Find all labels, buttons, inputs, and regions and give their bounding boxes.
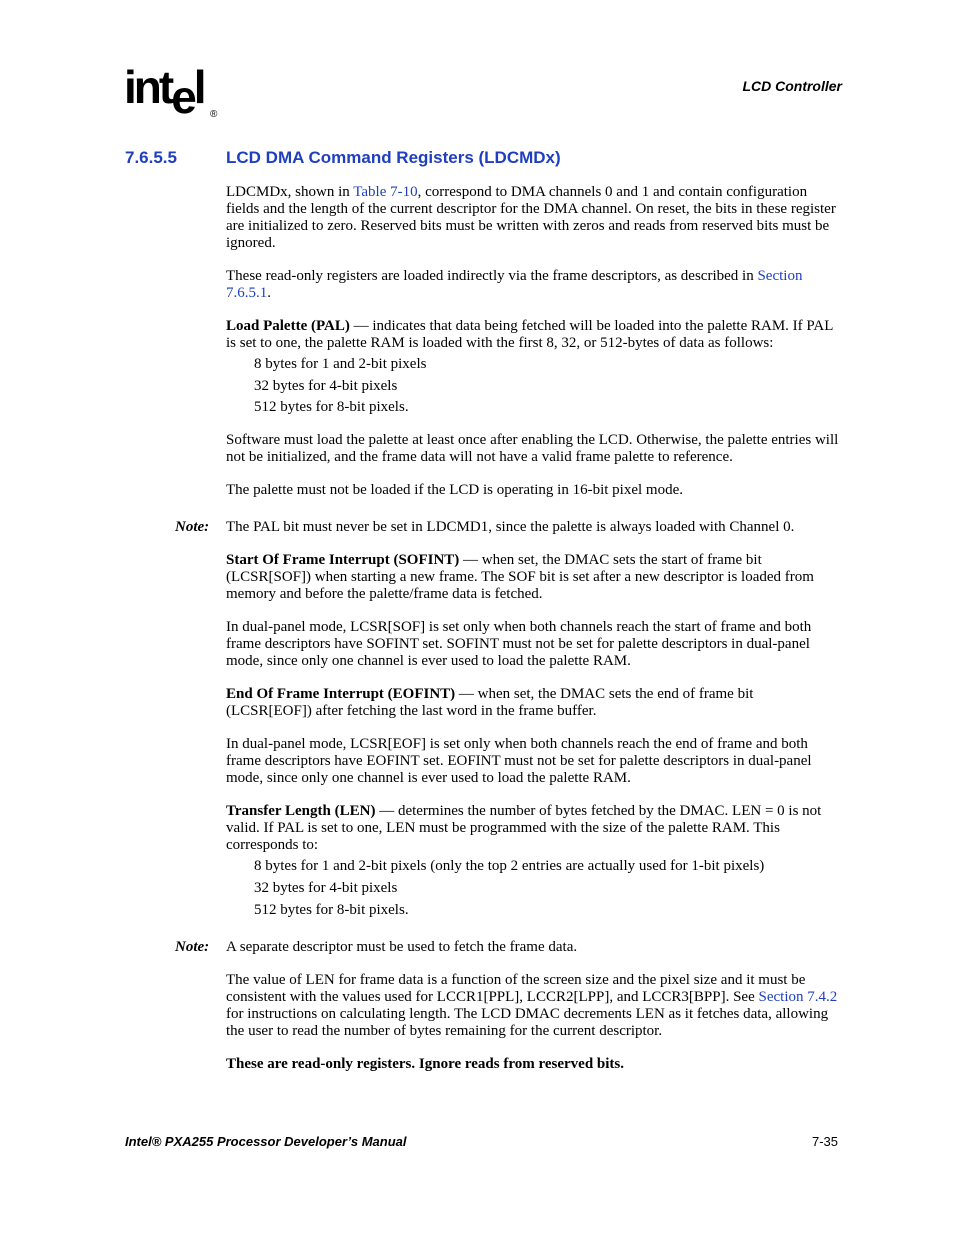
text-run: — when set, the DMAC sets the start of frame bit (LCSR[SOF]) when starting a new frame. The SOF bit is set after a new descriptor is loaded from memory and before the palette/frame data is fetched. bbox=[226, 552, 814, 603]
eofint-term: End Of Frame Interrupt (EOFINT) bbox=[226, 686, 456, 703]
eofint-paragraph bbox=[226, 686, 842, 720]
eofint-dual-paragraph: In dual-panel mode, LCSR[EOF] is set only when both channels reach the end of frame and both frame descriptors have EOFINT set. EOFINT must not be set for palette descriptors in dual-panel mode, since only one channel is ever used to load the palette RAM. bbox=[226, 736, 812, 787]
pal-list bbox=[254, 356, 842, 416]
16bit-paragraph: The palette must not be loaded if the LCD is operating in 16-bit pixel mode. bbox=[226, 482, 683, 499]
list-item: 32 bytes for 4-bit pixels bbox=[254, 377, 398, 394]
note-1 bbox=[175, 519, 842, 536]
text-run: for instructions on calculating length. The LCD DMAC decrements LEN as it fetches data, allowing the user to read the number of bytes remaining for the current descriptor. bbox=[226, 1005, 829, 1039]
list-item: 8 bytes for 1 and 2-bit pixels bbox=[254, 356, 427, 372]
final-statement bbox=[226, 1056, 842, 1073]
section-link[interactable]: Section 7.4.2 bbox=[758, 988, 838, 1005]
text-run: — indicates that data being fetched will be loaded into the palette RAM. If PAL is set to one, the palette RAM is loaded with the first 8, 32, or 512-bytes of data as follows: bbox=[226, 318, 833, 351]
table-link[interactable]: Table 7-10 bbox=[353, 184, 418, 200]
text-run: The PAL bit must never be set in LDCMD1, since the palette is always loaded with Channel 0. bbox=[226, 519, 795, 536]
len-list bbox=[254, 858, 842, 918]
readonly-paragraph bbox=[226, 268, 842, 302]
sofint-paragraph bbox=[226, 552, 842, 603]
text-run: LDCMDx, shown in bbox=[226, 184, 354, 200]
pal-paragraph bbox=[226, 318, 842, 352]
list-item: 512 bytes for 8-bit pixels. bbox=[254, 901, 409, 918]
text-run: The value of LEN for frame data is a function of the screen size and the pixel size and it must be consistent with the values used for LCCR1[PPL], LCCR2[LPP], and LCCR3[BPP]. See bbox=[226, 971, 806, 1005]
section-link[interactable]: Section 7.6.5.1 bbox=[226, 268, 803, 301]
len-paragraph bbox=[226, 803, 842, 854]
footer-manual-title: Intel® PXA255 Processor Developer’s Manual bbox=[125, 1134, 407, 1149]
running-head: LCD Controller bbox=[742, 78, 842, 94]
list-item: 8 bytes for 1 and 2-bit pixels (only the top 2 entries are actually used for 1-bit pixels) bbox=[254, 858, 765, 875]
intro-paragraph bbox=[226, 184, 842, 252]
logo-dropped-e: e bbox=[171, 71, 194, 123]
section-title: LCD DMA Command Registers (LDCMDx) bbox=[226, 148, 561, 167]
logo-int: int bbox=[124, 61, 172, 113]
footer-page-number: 7-35 bbox=[811, 1134, 838, 1149]
body-text bbox=[175, 184, 842, 1089]
logo-l: l bbox=[193, 61, 204, 113]
note-2 bbox=[175, 938, 842, 956]
sofint-dual-paragraph: In dual-panel mode, LCSR[SOF] is set only when both channels reach the start of frame and both frame descriptors have SOFINT set. SOFINT must not be set for palette descriptors in dual-panel mode, since only one channel is ever used to load the palette RAM. bbox=[226, 619, 812, 670]
len-term: Transfer Length (LEN) bbox=[226, 803, 376, 820]
software-paragraph: Software must load the palette at least once after enabling the LCD. Otherwise, the palette entries will not be initialized, and the frame data will not have a valid frame palette to reference. bbox=[226, 432, 839, 466]
text-run: — determines the number of bytes fetched by the DMAC. LEN = 0 is not valid. If PAL is set to one, LEN must be programmed with the size of the palette RAM. This corresponds to: bbox=[226, 803, 822, 854]
len-value-paragraph bbox=[226, 972, 842, 1040]
final-bold-text: These are read-only registers. Ignore reads from reserved bits. bbox=[226, 1055, 624, 1072]
intel-logo bbox=[124, 61, 218, 123]
text-run: — when set, the DMAC sets the end of frame bit (LCSR[EOF]) after fetching the last word in the frame buffer. bbox=[226, 686, 754, 720]
note-label: Note: bbox=[175, 519, 210, 536]
logo-registered-mark: ® bbox=[210, 109, 218, 120]
note-label: Note: bbox=[175, 938, 210, 955]
text-run: , correspond to DMA channels 0 and 1 and contain configuration fields and the length of the current descriptor for the DMA channel. On reset, the bits in these register are initialized to zero. Reserved bits must be written with zeros and reads from reserved bits must be ignored. bbox=[226, 184, 836, 251]
sofint-term: Start Of Frame Interrupt (SOFINT) bbox=[226, 552, 460, 569]
section-number: 7.6.5.5 bbox=[125, 148, 177, 167]
text-run: These read-only registers are loaded indirectly via the frame descriptors, as described in bbox=[226, 268, 758, 284]
text-run: . bbox=[267, 285, 271, 301]
list-item: 32 bytes for 4-bit pixels bbox=[254, 880, 398, 897]
list-item: 512 bytes for 8-bit pixels. bbox=[254, 399, 409, 416]
pal-term: Load Palette (PAL) bbox=[226, 318, 350, 334]
text-run: A separate descriptor must be used to fetch the frame data. bbox=[226, 938, 578, 955]
